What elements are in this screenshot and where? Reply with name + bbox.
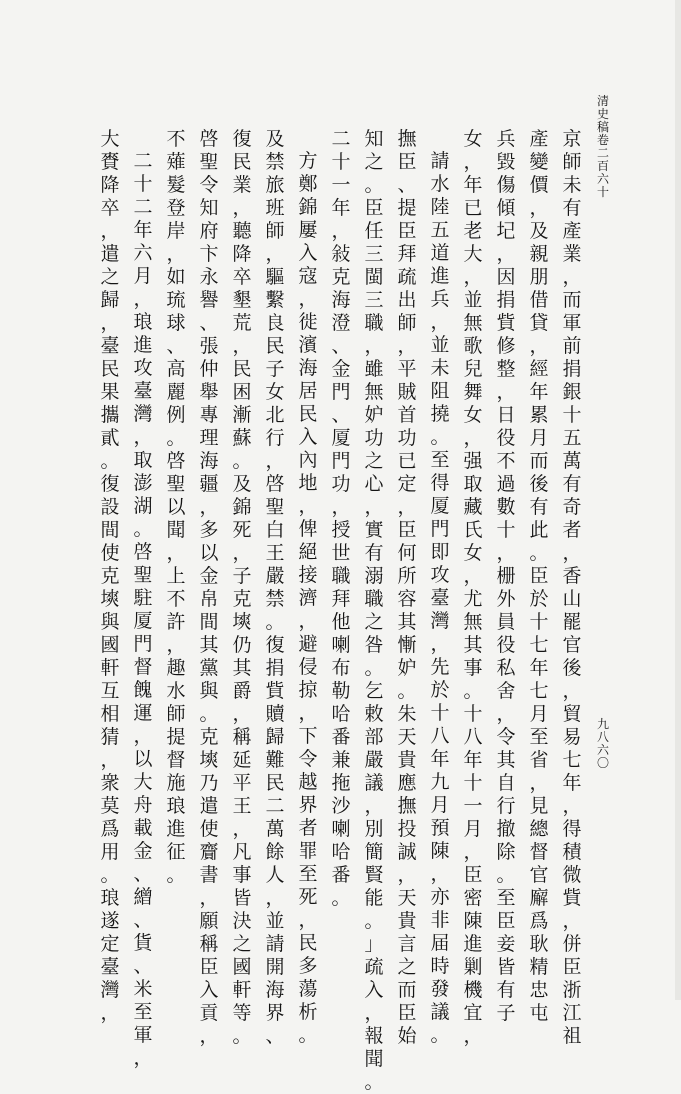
text-column: 兵 毀 傷 傾 圮 ， 因 捐 貲 修 整 ， 日 役 不 過 數 十 ， 栅 外 員 役 私 舍 ， 令 其 自 行 撤 除 。 至 臣 妾 皆 有 子 (496, 128, 516, 1024)
text-column: 女 ， 年 已 老 大 ， 並 無 歌 兒 舞 女 ， 强 取 藏 氏 女 ， 尤 無 其 事 。 十 八 年 十 一 月 ， 臣 密 陳 進 剿 機 宜 ， (463, 128, 483, 1047)
text-column: 知 之 。 臣 任 三 閩 三 職 ， 雖 無 妒 功 之 心 ， 實 有 溺 職 之 咎 。 乞 敕 部 嚴 議 ， 別 簡 賢 能 。 」 疏 入 ， 報 聞 。 (364, 128, 384, 1093)
text-column: 撫 臣 、 提 臣 拜 疏 出 師 ， 平 賊 首 功 已 定 ， 臣 何 所 容 其 慚 妒 。 朱 天 貴 應 撫 投 誠 ， 天 貴 言 之 而 臣 始 (397, 128, 417, 1047)
text-column: 復 民 業 ， 聽 降 卒 墾 荒 ， 民 困 漸 蘇 。 及 錦 死 ， 子 克 塽 仍 其 爵 ， 稱 延 平 王 ， 凡 事 皆 決 之 國 軒 等 。 (232, 128, 252, 1047)
text-column: 二 十 一 年 ， 敍 克 海 澄 、 金 門 、 厦 門 功 ， 授 世 職 拜 他 喇 布 勒 哈 番 兼 拖 沙 喇 哈 番 。 (331, 128, 351, 909)
text-column: 大 賚 降 卒 ， 遣 之 歸 ， 臺 民 果 攜 貳 。 復 設 間 使 克 塽 與 國 軒 互 相 猜 ， 衆 莫 爲 用 。 琅 遂 定 臺 灣 ， (100, 128, 120, 1024)
text-column: 請 水 陸 五 道 進 兵 ， 並 未 阻 撓 。 至 得 厦 門 即 攻 臺 灣 ， 先 於 十 八 年 九 月 預 陳 ， 亦 非 届 時 發 議 。 (430, 150, 450, 1046)
text-column: 不 薙 髮 登 岸 ， 如 琉 球 、 高 麗 例 。 啓 聖 以 聞 ， 上 不 許 ， 趣 水 師 提 督 施 琅 進 征 。 (166, 128, 186, 886)
running-header: 清 史 稿 卷 二 百 六 十 (596, 94, 609, 199)
scan-edge (675, 0, 681, 1000)
text-column: 二 十 二 年 六 月 ， 琅 進 攻 臺 灣 ， 取 澎 湖 。 啓 聖 駐 厦 門 督 餽 運 ， 以 大 舟 載 金 、 繒 、 貨 、 米 至 軍 ， (133, 150, 153, 1069)
page-number: 九 八 六 〇 (596, 717, 609, 770)
text-column: 產 變 價 ， 及 親 朋 借 貸 ， 經 年 累 月 而 後 有 此 。 臣 於 十 七 年 七 月 至 省 ， 見 總 督 官 廨 爲 耿 精 忠 屯 (529, 128, 549, 1024)
text-column: 方 鄭 錦 屢 入 寇 ， 徙 濱 海 居 民 入 內 地 ， 俾 絕 接 濟 ， 避 侵 掠 ， 下 令 越 界 者 罪 至 死 ， 民 多 蕩 析 。 (298, 150, 318, 1046)
text-column: 啓 聖 令 知 府 卞 永 譽 、 張 仲 舉 專 理 海 疆 ， 多 以 金 帛 間 其 黨 與 。 克 塽 乃 遣 使 齎 書 ， 願 稱 臣 入 貢 ， (199, 128, 219, 1047)
text-column: 及 禁 旅 班 師 ， 驅 繫 良 民 子 女 北 行 ， 啓 聖 白 王 嚴 禁 。 復 捐 貲 贖 歸 難 民 二 萬 餘 人 ， 並 請 開 海 界 、 (265, 128, 285, 1047)
text-column: 京 師 未 有 產 業 ， 而 軍 前 捐 銀 十 五 萬 有 奇 者 ， 香 山 罷 官 後 ， 貿 易 七 年 ， 得 積 微 貲 ， 併 臣 浙 江 祖 (562, 128, 582, 1047)
